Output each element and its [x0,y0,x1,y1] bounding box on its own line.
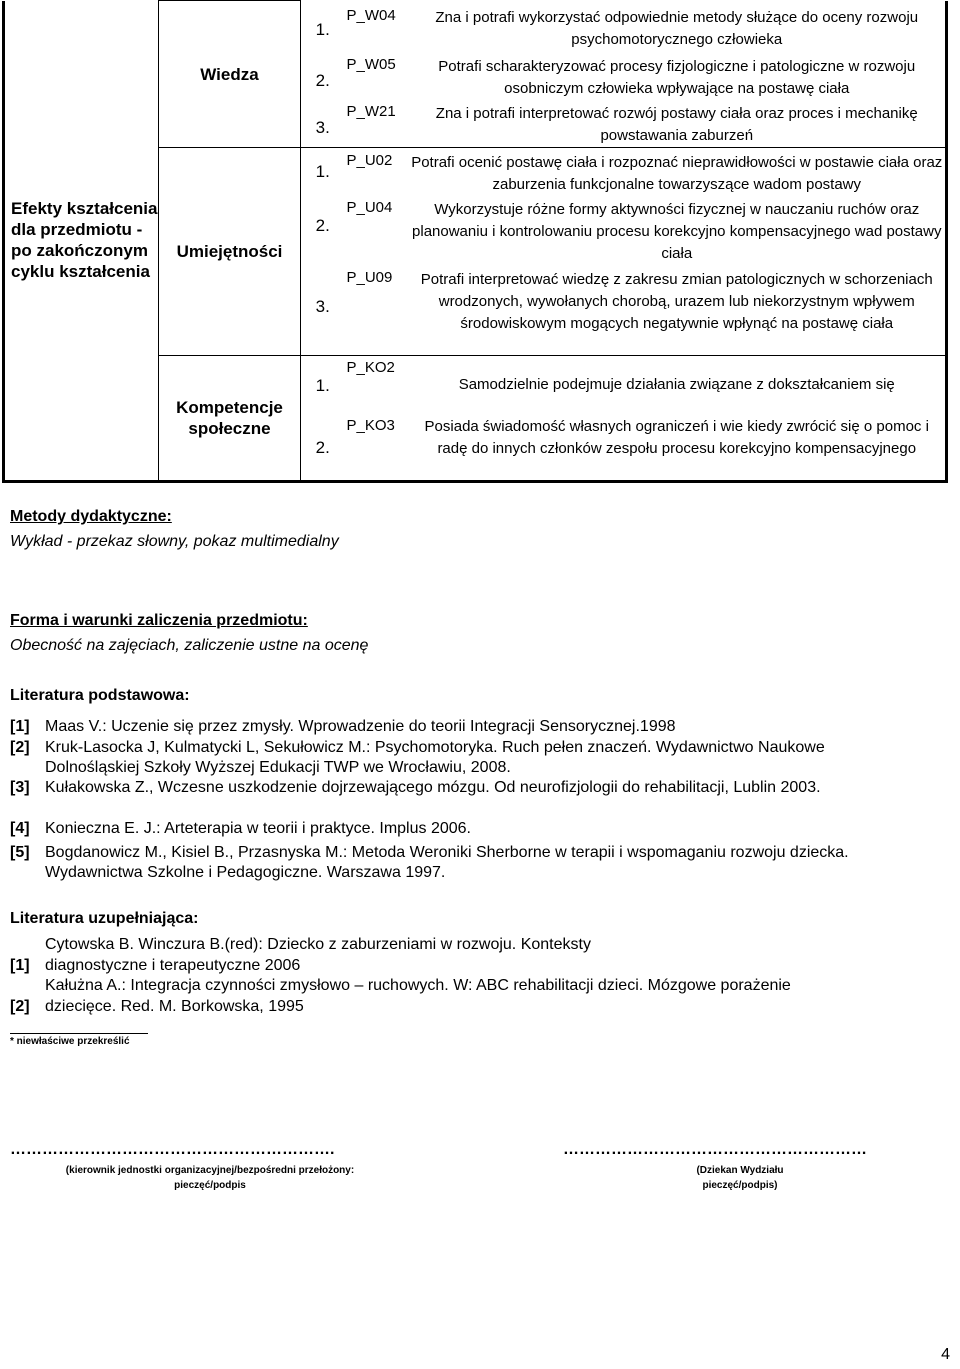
outcome-code: P_KO2 [346,358,395,376]
outcome-code: P_W21 [345,100,409,148]
reference-item [10,738,910,778]
reference-text: Kruk-Lasocka J, Kulmatycki L, Sekułowicz M.: Psychomotoryka. Ruch pełen znaczeń. Wydawnictwo Naukowe Dolnośląskiej Szkoły Wyższej Edukacji TWP we Wrocławiu, 2008. [45,739,825,776]
row-number: 2. [315,216,330,235]
outcome-code: P_U09 [345,265,409,355]
reference-text: Kałużna A.: Integracja czynności zmysłowo – ruchowych. W: ABC rehabilitacji dzieci. Mózgowe porażenie [45,977,791,994]
learning-outcomes-table [2,0,948,483]
outcome-description: Potrafi ocenić postawę ciała i rozpoznać nieprawidłowości w postawie ciała oraz zaburzenia funkcjonalne towarzyszące wadom postawy [409,148,947,197]
reference-text: Bogdanowicz M., Kisiel B., Przasnyska M.: Metoda Weroniki Sherborne w terapii i wspomaganiu rozwoju dziecka. Wydawnictwa Szkolne i Pedagogiczne. Warszawa 1997. [45,844,849,881]
efekty-label: Efekty kształcenia dla przedmiotu - po zakończonym cyklu kształcenia [4,1,159,482]
metody-heading: Metody dydaktyczne: [10,508,172,525]
supplementary-references [10,935,791,1017]
reference-text: Cytowska B. Winczura B.(red): Dziecko z zaburzeniami w rozwoju. Konteksty [45,936,591,953]
signature-left [60,1163,360,1193]
reference-text: Kułakowska Z., Wczesne uszkodzenie dojrzewającego mózgu. Od neurofizjologii do rehabilitacji, Lublin 2003. [45,779,821,796]
signature-left-role: (kierownik jednostki organizacyjnej/bezpośredni przełożony: [65,1165,355,1176]
category-wiedza: Wiedza [159,1,301,148]
forma-heading: Forma i warunki zaliczenia przedmiotu: [10,612,308,629]
outcome-description: Posiada świadomość własnych ograniczeń i wie kiedy zwrócić się o pomoc i radę do innych członków zespołu procesu korekcyjno kompensacyjnego [409,415,947,481]
outcome-description: Wykorzystuje różne formy aktywności fizycznej w nauczaniu ruchów oraz planowaniu i kontrolowaniu procesu korekcyjno kompensacyjnego wad postawy ciała [409,196,947,265]
signature-dots-right: ………………………………………………… [563,1141,867,1158]
category-kompetencje: Kompetencje społeczne [159,355,301,481]
footnote-divider [10,1033,148,1034]
outcome-description: Zna i potrafi wykorzystać odpowiednie metody służące do oceny rozwoju psychomotorycznego człowieka [409,1,947,51]
forma-text: Obecność na zajęciach, zaliczenie ustne na ocenę [10,637,369,654]
reference-number: [2] [10,739,30,756]
signature-right [650,1163,830,1193]
outcome-description: Zna i potrafi interpretować rozwój postawy ciała oraz proces i mechanikę powstawania zaburzeń [409,100,947,148]
reference-item [10,778,910,798]
reference-number: [1] [10,956,30,974]
lit-podst-heading: Literatura podstawowa: [10,687,190,704]
reference-item [10,843,910,883]
row-number: 3. [301,100,345,148]
reference-text: dziecięce. Red. M. Borkowska, 1995 [45,997,304,1015]
row-number: 2. [315,438,330,457]
reference-text: Konieczna E. J.: Arteterapia w teorii i praktyce. Implus 2006. [45,820,471,837]
outcome-code: P_W04 [346,6,396,24]
reference-number: [5] [10,844,30,861]
row-number: 1. [315,162,330,181]
outcome-code: P_U02 [346,152,393,169]
signature-right-stamp: pieczęć/podpis) [702,1180,778,1191]
category-umiejetnosci: Umiejętności [159,148,301,356]
row-number: 1. [315,19,330,39]
metody-text: Wykład - przekaz słowny, pokaz multimedialny [10,533,339,550]
footnote: * niewłaściwe przekreślić [10,1036,130,1047]
outcome-code: P_U04 [346,199,393,216]
outcome-code: P_W05 [346,55,396,73]
page-number: 4 [941,1346,950,1363]
reference-text: diagnostyczne i terapeutyczne 2006 [45,956,301,974]
reference-text: Maas V.: Uczenie się przez zmysły. Wprowadzenie do teorii Integracji Sensorycznej.1998 [45,718,676,735]
signature-right-role: (Dziekan Wydziału [696,1165,784,1176]
reference-number: [3] [10,779,30,796]
lit-uzup-heading: Literatura uzupełniająca: [10,910,199,927]
reference-number: [2] [10,997,30,1015]
reference-number: [1] [10,718,30,735]
reference-item [10,819,910,839]
outcome-description: Samodzielnie podejmuje działania związane z dokształcaniem się [409,355,947,415]
outcome-code: P_KO3 [346,417,395,434]
row-number: 1. [315,375,330,395]
row-number: 2. [315,70,330,90]
outcome-description: Potrafi scharakteryzować procesy fizjologiczne i patologiczne w rozwoju osobniczym człowieka wpływające na postawę ciała [409,51,947,100]
outcome-description: Potrafi interpretować wiedzę z zakresu zmian patologicznych w schorzeniach wrodzonych, wywołanych chorobą, urazem lub niekorzystnym wpływem środowiskowym mogących negatywnie wpłynąć na postawę ciała [409,265,947,355]
reference-item [10,717,910,737]
signature-dots-left: ……………………………………………………. [10,1141,335,1158]
signature-left-stamp: pieczęć/podpis [174,1180,246,1191]
reference-number: [4] [10,820,30,837]
row-number: 3. [301,265,345,355]
